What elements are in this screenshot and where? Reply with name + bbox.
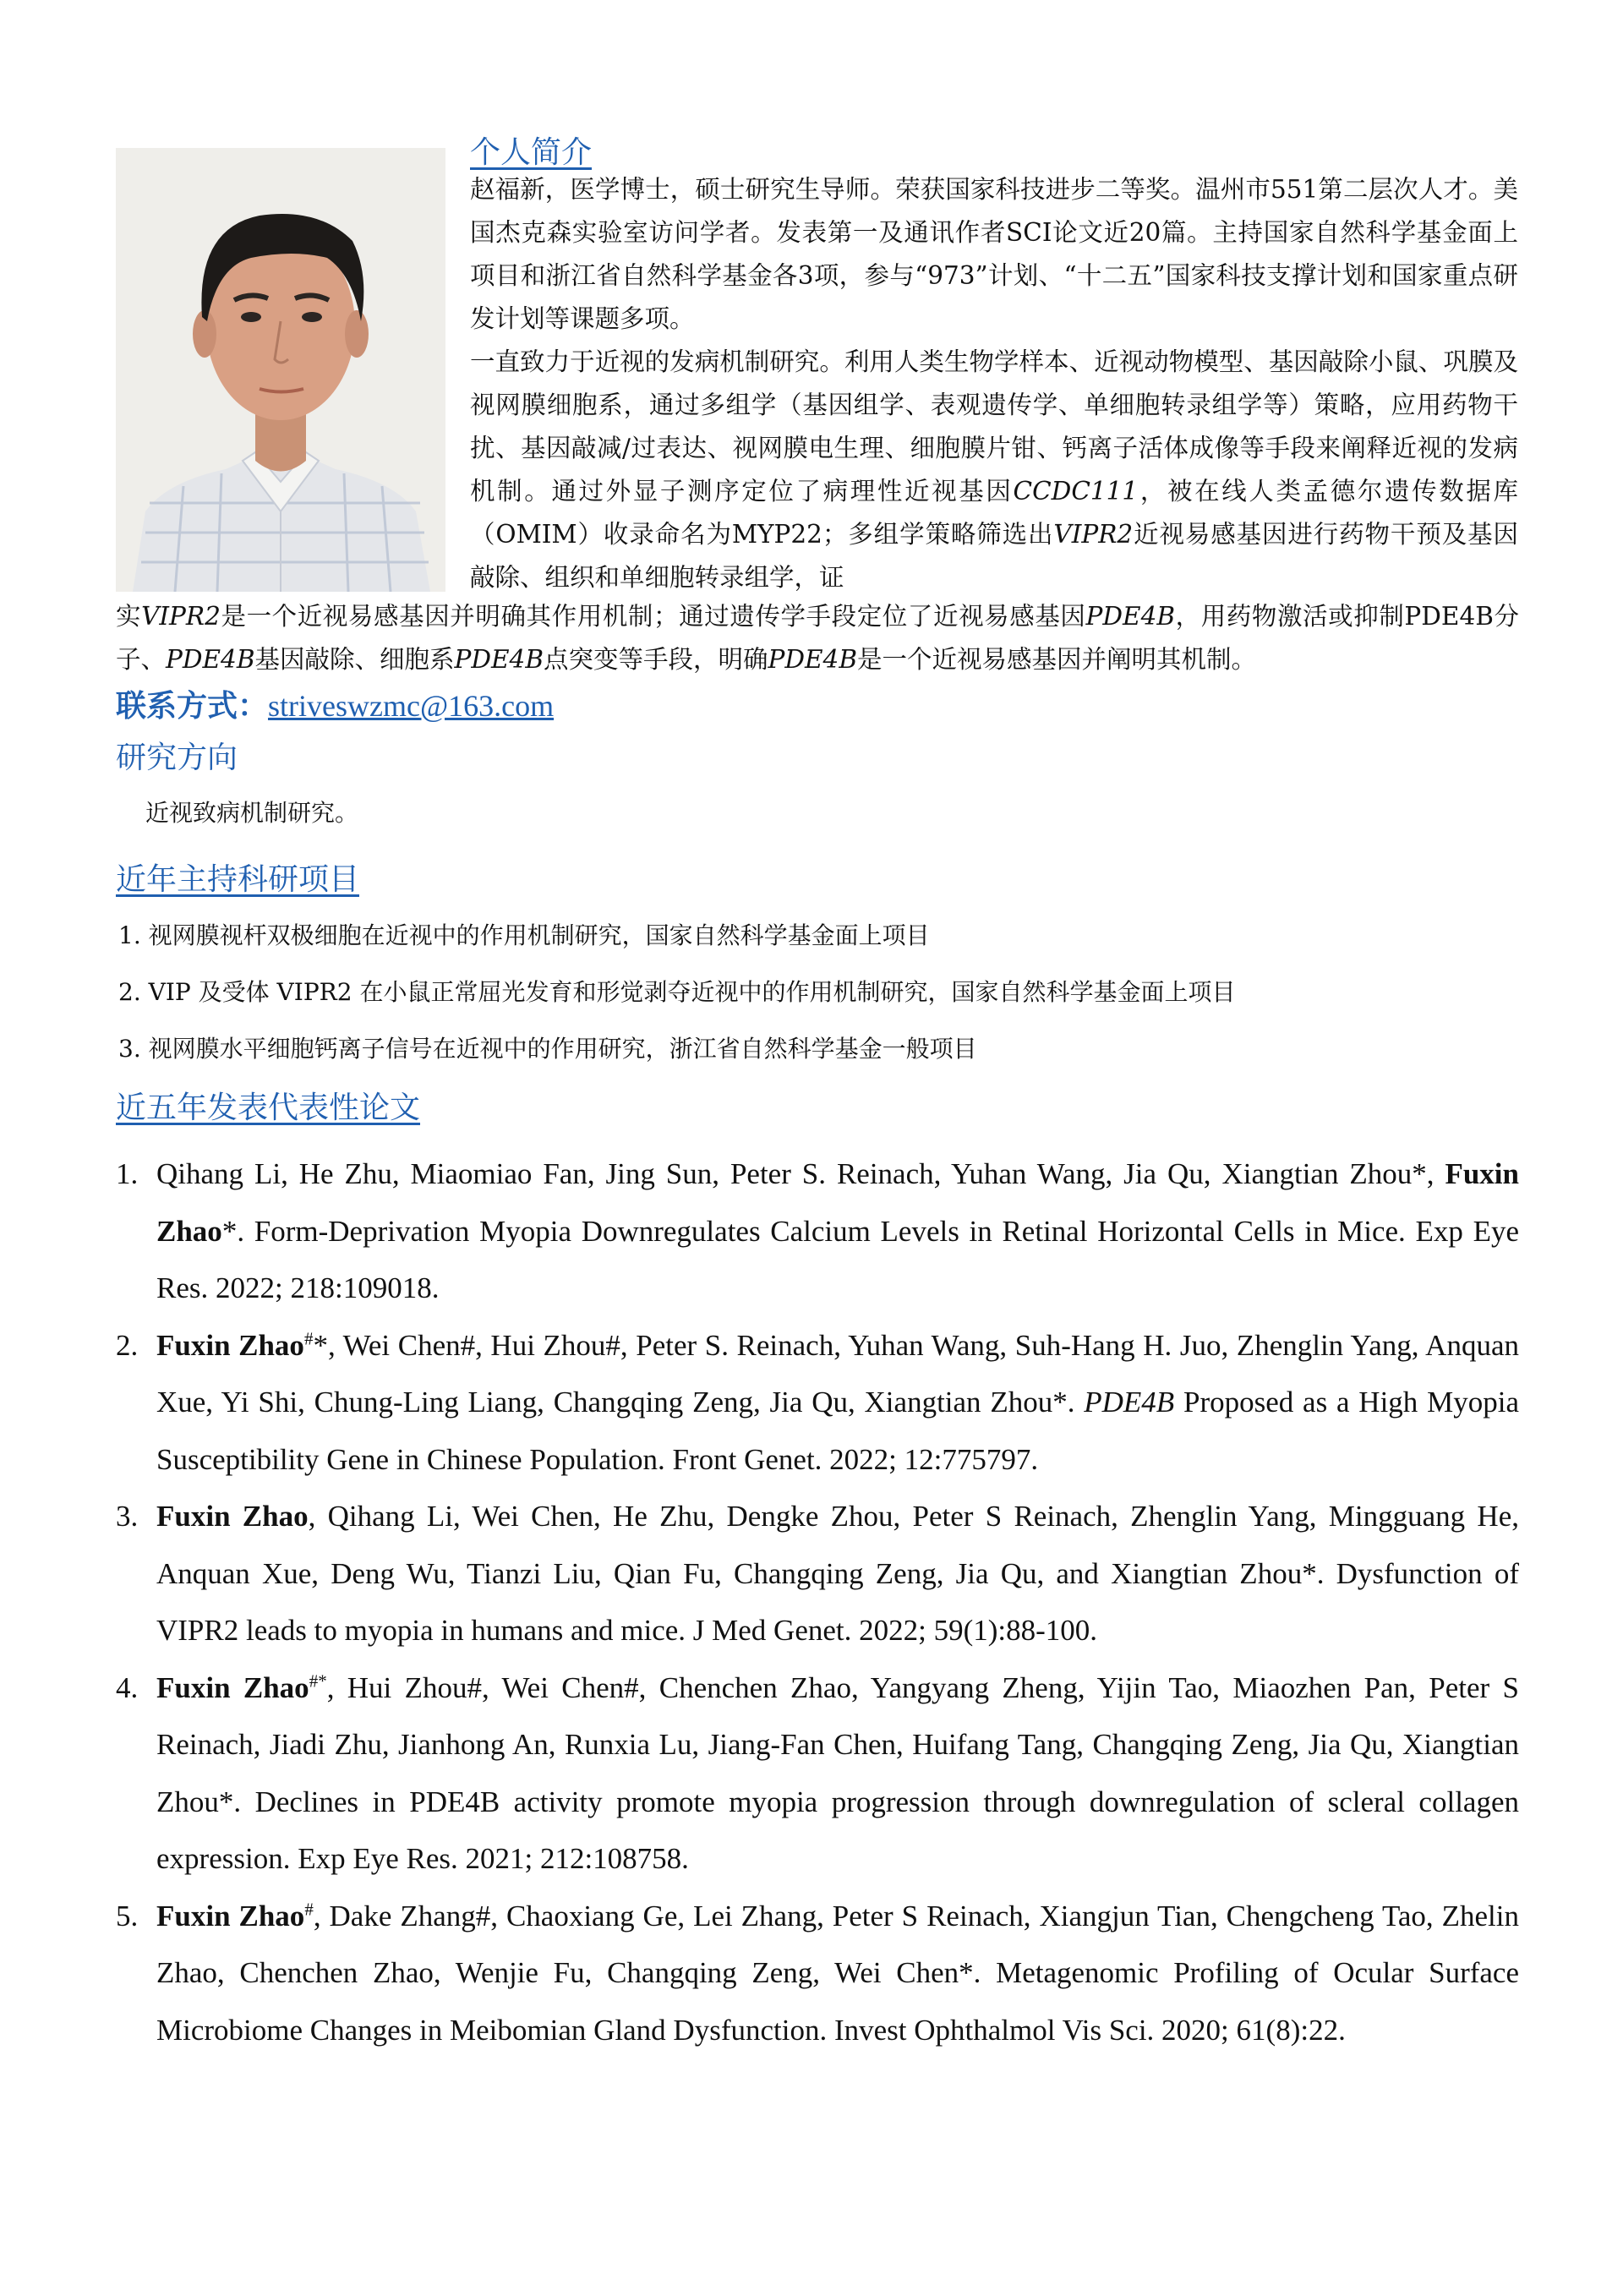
author-highlight: Fuxin Zhao <box>156 1328 304 1362</box>
gene-name: PDE4B <box>454 645 544 674</box>
author-highlight: Fuxin Zhao <box>156 1500 309 1533</box>
research-header: 研究方向 <box>116 741 238 775</box>
gene-name: CCDC111 <box>1013 477 1139 506</box>
author-highlight: Fuxin Zhao <box>156 1899 305 1932</box>
paper-number: 3. <box>116 1500 139 1533</box>
project-item: 1. 视网膜视杆双极细胞在近视中的作用机制研究，国家自然科学基金面上项目 <box>118 921 930 949</box>
gene-name: PDE4B <box>166 645 255 674</box>
author-highlight: Fuxin Zhao <box>156 1670 309 1704</box>
gene-name: VIPR2 <box>1053 520 1134 549</box>
paper-item: 4. Fuxin Zhao#*, Hui Zhou#, Wei Chen#, Chenchen Zhao, Yangyang Zheng, Yijin Tao, Miaozhen Pan, Peter S Reinach, Jiadi Zhu, Jianhong An, Runxia Lu, Jiang-Fan Chen, Huifang Tang, Changqing Zeng, Jia Qu, Xiangtian Zhou*. Declines in PDE4B activity promote myopia progression through downregulation of scleral collagen expression. Exp Eye Res. 2021; 212:108758. <box>116 1659 1519 1888</box>
paper-list <box>116 1145 1519 2058</box>
paper-item: 5. Fuxin Zhao#, Dake Zhang#, Chaoxiang Ge, Lei Zhang, Peter S Reinach, Xiangjun Tian, Chengcheng Tao, Zhelin Zhao, Chenchen Zhao, Wenjie Fu, Changqing Zeng, Wei Chen*. Metagenomic Profiling of Ocular Surface Microbiome Changes in Meibomian Gland Dysfunction. Invest Ophthalmol Vis Sci. 2020; 61(8):22. <box>116 1888 1519 2059</box>
portrait-illustration <box>116 148 445 592</box>
paper-number: 1. <box>116 1157 139 1190</box>
research-text: 近视致病机制研究。 <box>145 799 359 827</box>
paper-number: 4. <box>116 1670 139 1704</box>
gene-name: PDE4B <box>1085 602 1176 631</box>
author-highlight: Fuxin Zhao <box>156 1157 1519 1248</box>
paper-number: 5. <box>116 1899 139 1932</box>
project-item: 2. VIP 及受体 VIPR2 在小鼠正常屈光发育和形觉剥夺近视中的作用机制研究，国家自然科学基金面上项目 <box>118 978 1236 1006</box>
bio-paragraph-2: 一直致力于近视的发病机制研究。利用人类生物学样本、近视动物模型、基因敲除小鼠、巩膜及视网膜细胞系，通过多组学（基因组学、表观遗传学、单细胞转录组学等）策略，应用药物干扰、基因敲减/过表达、视网膜电生理、细胞膜片钳、钙离子活体成像等手段来阐释近视的发病机制。通过外显子测序定位了病理性近视基因CCDC111，被在线人类孟德尔遗传数据库（OMIM）收录命名为MYP22；多组学策略筛选出VIPR2近视易感基因进行药物干预及基因敲除、组织和单细胞转录组学，证 <box>470 347 1518 592</box>
bio-paragraph-1: 赵福新，医学博士，硕士研究生导师。荣获国家科技进步二等奖。温州市551第二层次人才。美国杰克森实验室访问学者。发表第一及通讯作者SCI论文近20篇。主持国家自然科学基金面上项目和浙江省自然科学基金各3项，参与“973”计划、“十二五”国家科技支撑计划和国家重点研发计划等课题多项。 <box>470 175 1518 333</box>
bio-paragraph-3: 实VIPR2是一个近视易感基因并明确其作用机制；通过遗传学手段定位了近视易感基因PDE4B，用药物激活或抑制PDE4B分子、PDE4B基因敲除、细胞系PDE4B点突变等手段，明确PDE4B是一个近视易感基因并阐明其机制。 <box>116 602 1519 674</box>
paper-item: 1. Qihang Li, He Zhu, Miaomiao Fan, Jing Sun, Peter S. Reinach, Yuhan Wang, Jia Qu, Xiangtian Zhou*, Fuxin Zhao*. Form-Deprivation Myopia Downregulates Calcium Levels in Retinal Horizontal Cells in Mice. Exp Eye Res. 2022; 218:109018. <box>116 1145 1519 1317</box>
paper-item: 2. Fuxin Zhao#*, Wei Chen#, Hui Zhou#, Peter S. Reinach, Yuhan Wang, Suh-Hang H. Juo, Zhenglin Yang, Anquan Xue, Yi Shi, Chung-Ling Liang, Changqing Zeng, Jia Qu, Xiangtian Zhou*. PDE4B Proposed as a High Myopia Susceptibility Gene in Chinese Population. Front Genet. 2022; 12:775797. <box>116 1317 1519 1489</box>
projects-header: 近年主持科研项目 <box>116 862 360 897</box>
bio-block-right <box>470 168 1518 599</box>
profile-photo <box>116 148 445 592</box>
gene-name: PDE4B <box>768 645 857 674</box>
paper-item: 3. Fuxin Zhao, Qihang Li, Wei Chen, He Zhu, Dengke Zhou, Peter S Reinach, Zhenglin Yang, Mingguang He, Anquan Xue, Deng Wu, Tianzi Liu, Qian Fu, Changqing Zeng, Jia Qu, and Xiangtian Zhou*. Dysfunction of VIPR2 leads to myopia in humans and mice. J Med Genet. 2022; 59(1):88-100. <box>116 1488 1519 1659</box>
paper-number: 2. <box>116 1328 139 1362</box>
contact-label: 联系方式： <box>116 689 269 724</box>
profile-header: 个人简介 <box>470 135 593 170</box>
gene-name: VIPR2 <box>141 602 221 631</box>
project-item: 3. 视网膜水平细胞钙离子信号在近视中的作用研究，浙江省自然科学基金一般项目 <box>118 1035 977 1063</box>
gene-name: PDE4B <box>1084 1386 1175 1419</box>
contact-email-link[interactable]: striveswzmc@163.com <box>268 689 555 723</box>
bio-block-full <box>116 595 1519 681</box>
papers-header: 近五年发表代表性论文 <box>116 1091 421 1125</box>
contact-line <box>116 682 554 725</box>
